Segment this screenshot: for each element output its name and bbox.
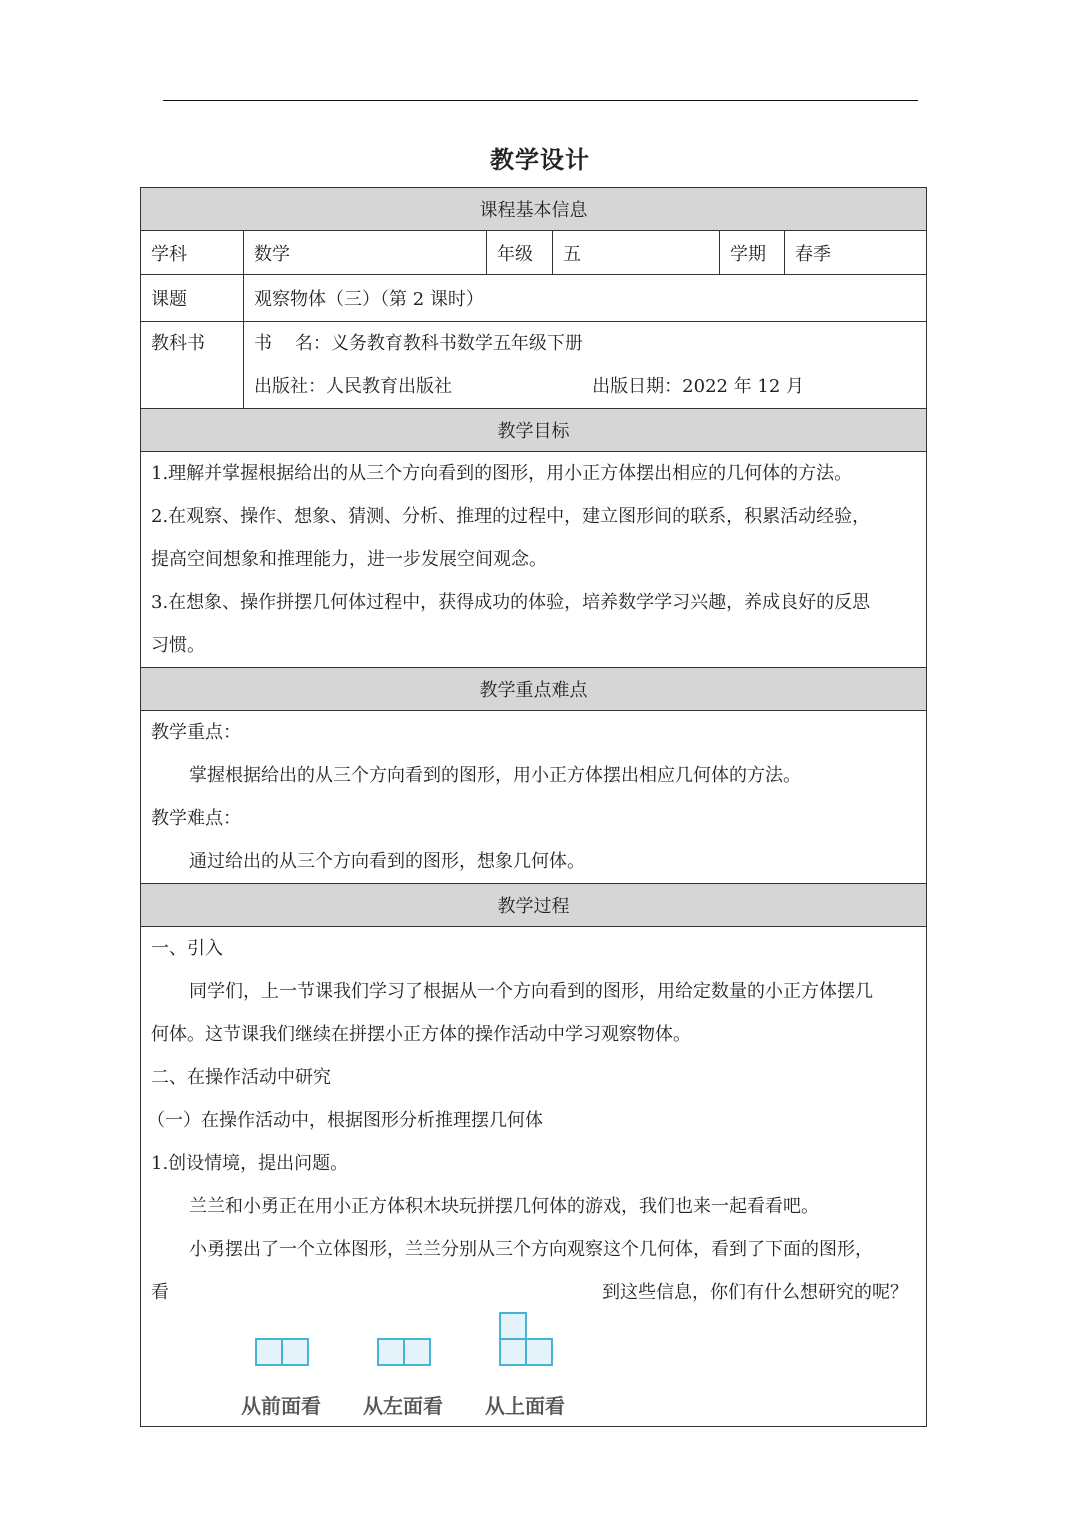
grade-value: 五 xyxy=(553,231,720,275)
objective-line: 1.理解并掌握根据给出的从三个方向看到的图形，用小正方体摆出相应的几何体的方法。 xyxy=(151,463,853,484)
front-view-figure xyxy=(221,1314,341,1426)
text-fragment: 到这些信息，你们有什么想研究的呢？ xyxy=(602,1282,909,1303)
step1-heading: 1.创设情境，提出问题。 xyxy=(151,1153,349,1174)
term-value: 春季 xyxy=(785,231,927,275)
observation-paragraph: 小勇摆出了一个立体图形，兰兰分别从三个方向观察这个几何体，看到了下面的图形， xyxy=(189,1239,873,1260)
difficulty-label: 教学难点： xyxy=(151,808,241,829)
grade-label: 年级 xyxy=(487,231,553,275)
section-title: 教学过程 xyxy=(141,884,927,927)
book-name: 书 名：义务教育教科书数学五年级下册 xyxy=(254,333,583,354)
text-fragment: 看 xyxy=(151,1282,169,1303)
objectives-row xyxy=(141,452,927,668)
page-title: 教学设计 xyxy=(490,145,590,174)
left-view-figure xyxy=(343,1314,463,1426)
term-label: 学期 xyxy=(720,231,785,275)
subject-label: 学科 xyxy=(141,231,244,275)
section-title: 教学重点难点 xyxy=(141,668,927,711)
left-view-drawing xyxy=(377,1338,431,1368)
top-view-drawing xyxy=(499,1312,553,1368)
textbook-row xyxy=(141,322,927,409)
process-row xyxy=(141,927,927,1427)
scenario-paragraph: 兰兰和小勇正在用小正方体积木块玩拼摆几何体的游戏，我们也来一起看看吧。 xyxy=(189,1196,819,1217)
publish-date: 出版日期：2022 年 12 月 xyxy=(592,376,805,397)
cube-face xyxy=(500,1313,526,1339)
top-view-figure xyxy=(465,1314,585,1426)
front-view-drawing xyxy=(255,1338,309,1368)
objective-line: 提高空间想象和推理能力，进一步发展空间观念。 xyxy=(151,549,547,570)
three-view-figures xyxy=(151,1314,916,1426)
section-header-key-points xyxy=(141,668,927,711)
objective-line: 习惯。 xyxy=(151,635,205,656)
top-view-caption: 从上面看 xyxy=(485,1394,565,1418)
intro-paragraph-cont: 何体。这节课我们继续在拼摆小正方体的操作活动中学习观察物体。 xyxy=(151,1024,691,1045)
objective-line: 3.在想象、操作拼摆几何体过程中，获得成功的体验，培养数学学习兴趣，养成良好的反思 xyxy=(151,592,871,613)
intro-heading: 一、引入 xyxy=(151,938,223,959)
cube-face xyxy=(500,1339,526,1365)
observation-paragraph-cont xyxy=(151,1271,916,1314)
lesson-plan-table xyxy=(140,187,927,1427)
difficulty-text: 通过给出的从三个方向看到的图形，想象几何体。 xyxy=(189,851,585,872)
focus-text: 掌握根据给出的从三个方向看到的图形，用小正方体摆出相应几何体的方法。 xyxy=(189,765,801,786)
focus-label: 教学重点： xyxy=(151,722,241,743)
cube-face xyxy=(404,1339,430,1365)
textbook-label: 教科书 xyxy=(151,333,205,354)
textbook-label-cell xyxy=(141,322,244,409)
publisher-line xyxy=(254,365,916,408)
left-view-caption: 从左面看 xyxy=(363,1394,443,1418)
subject-value: 数学 xyxy=(244,231,487,275)
key-points-cell xyxy=(141,711,927,884)
section-header-basic-info xyxy=(141,188,927,231)
objective-line: 2.在观察、操作、想象、猜测、分析、推理的过程中，建立图形间的联系，积累活动经验， xyxy=(151,506,871,527)
header-rule xyxy=(163,100,918,101)
cube-face xyxy=(256,1339,282,1365)
publisher: 出版社：人民教育出版社 xyxy=(254,376,452,397)
sub1-heading: （一）在操作活动中，根据图形分析推理摆几何体 xyxy=(147,1110,543,1131)
textbook-info xyxy=(244,322,927,409)
topic-value: 观察物体（三）（第 2 课时） xyxy=(244,275,927,322)
cube-face xyxy=(282,1339,308,1365)
intro-paragraph: 同学们，上一节课我们学习了根据从一个方向看到的图形，用给定数量的小正方体摆几 xyxy=(189,981,873,1002)
subject-row xyxy=(141,231,927,275)
section-title: 教学目标 xyxy=(141,409,927,452)
section-title: 课程基本信息 xyxy=(141,188,927,231)
process-cell xyxy=(141,927,927,1427)
part2-heading: 二、在操作活动中研究 xyxy=(151,1067,331,1088)
section-header-objectives xyxy=(141,409,927,452)
objectives-cell xyxy=(141,452,927,668)
front-view-caption: 从前面看 xyxy=(241,1394,321,1418)
section-header-process xyxy=(141,884,927,927)
key-points-row xyxy=(141,711,927,884)
cube-face xyxy=(526,1339,552,1365)
cube-face xyxy=(378,1339,404,1365)
topic-label: 课题 xyxy=(141,275,244,322)
topic-row xyxy=(141,275,927,322)
